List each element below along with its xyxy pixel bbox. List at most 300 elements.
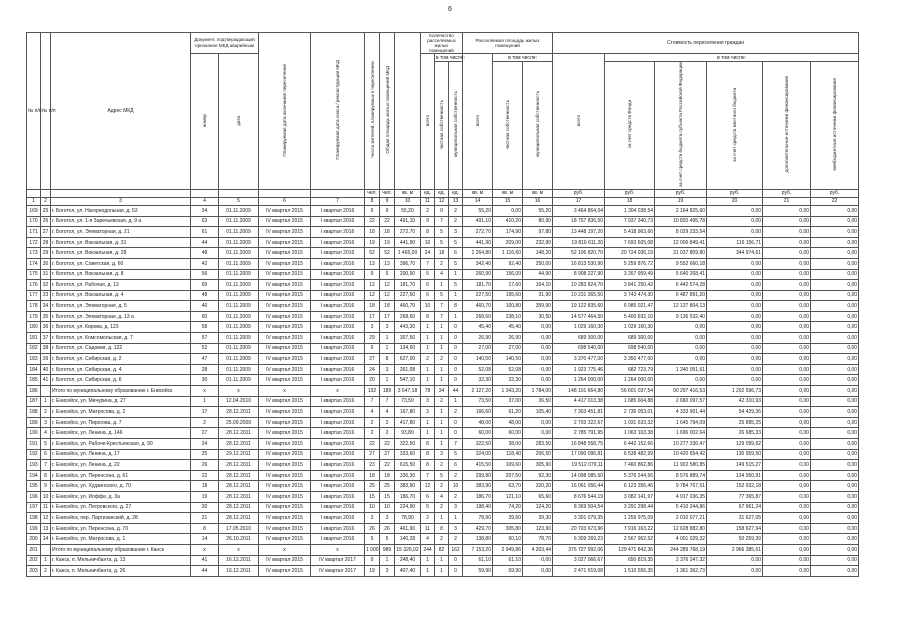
table-row	[27, 258, 859, 269]
table-row-cell: г. Боготол, ул. Садовая, д. 122	[51, 343, 191, 354]
table-row-cell: 1 645 794,09	[655, 417, 707, 428]
table-row-cell: 18	[365, 470, 380, 481]
table-row-cell: 0,00	[811, 237, 859, 248]
table-row-cell: 460,70	[463, 301, 493, 312]
table-row-cell: 1 510 556,35	[605, 566, 655, 577]
table-row-cell: I квартал 2016	[311, 534, 365, 545]
table-row-cell: 19	[191, 491, 219, 502]
table-row-cell: 8 369 504,54	[553, 502, 605, 513]
table-row-cell: г. Енисейск, пер. Партизанский, д. 28	[51, 513, 191, 524]
units-row-cell: чел.	[365, 189, 380, 197]
table-row-cell: 8	[421, 439, 435, 450]
table-row-cell: 158 627,94	[707, 523, 763, 534]
table-row-cell: 3	[365, 322, 380, 333]
table-row-cell: 170	[27, 216, 41, 227]
table-row-cell: 0	[449, 566, 463, 577]
table-row-cell: 56	[191, 269, 219, 280]
table-row-cell: 01.11.2009	[219, 343, 259, 354]
table-row	[27, 205, 859, 216]
header-cost: Стоимость переселения граждан	[553, 33, 859, 54]
table-row-cell: 129 099,62	[707, 439, 763, 450]
table-row-cell: 410,20	[493, 216, 523, 227]
table-row-cell: 1 465,00	[395, 248, 421, 259]
table-row-cell: 48,00	[463, 417, 493, 428]
table-row-cell: 200	[27, 534, 41, 545]
table-row-cell: 0,00	[811, 354, 859, 365]
table-row-cell: IV квартал 2015	[259, 534, 311, 545]
table-row-cell: 1	[380, 343, 395, 354]
table-row-cell: 5	[365, 534, 380, 545]
table-row-cell: I квартал 2016	[311, 237, 365, 248]
table-row-cell: 12	[365, 290, 380, 301]
table-row-cell: 0,00	[811, 216, 859, 227]
table-row-cell: 0	[449, 417, 463, 428]
table-row-cell: 01.11.2009	[219, 333, 259, 344]
column-number-row-cell: 4	[191, 197, 219, 205]
table-row-cell: 27	[365, 449, 380, 460]
table-row-cell: 2	[449, 491, 463, 502]
units-row-cell: ед.	[449, 189, 463, 197]
table-row-cell: 3	[421, 407, 435, 418]
table-row-cell: 0,00	[707, 301, 763, 312]
table-row-cell: 21	[191, 513, 219, 524]
table-row-cell: 25	[41, 205, 51, 216]
table-row-cell: 0,00	[763, 555, 811, 566]
table-row-cell: 2	[365, 428, 380, 439]
table-row-cell: 689 300,00	[553, 333, 605, 344]
table-row-cell: 22	[380, 216, 395, 227]
table-row-cell: 227,50	[395, 290, 421, 301]
table-row	[27, 248, 859, 259]
table-row-cell: 0,00	[763, 333, 811, 344]
table-row-cell: 12	[41, 513, 51, 524]
subtotal-row-cell: 129 471 842,36	[605, 544, 655, 555]
table-row-cell: 182	[27, 343, 41, 354]
header-sq-private: частная собственность	[493, 62, 523, 190]
table-row-cell: 2	[435, 481, 449, 492]
table-row-cell: I квартал 2016	[311, 428, 365, 439]
table-row-cell: 5 376 244,56	[605, 470, 655, 481]
header-qty-total: всего	[421, 54, 435, 190]
column-number-row-cell: 10	[395, 197, 421, 205]
table-row-cell: 3 841 250,42	[605, 280, 655, 291]
table-row-cell: 30	[41, 258, 51, 269]
header-sq-total: всего	[463, 54, 493, 190]
table-row-cell: 28.12.2011	[219, 460, 259, 471]
table-row-cell: 183	[27, 354, 41, 365]
table-row-cell: 0,00	[763, 523, 811, 534]
table-row-cell: 0,00	[523, 322, 553, 333]
table-row-cell: 1 923 775,46	[553, 364, 605, 375]
table-row-cell: 2 164 825,60	[655, 205, 707, 216]
table-row-cell: 0,00	[811, 364, 859, 375]
table-row-cell: 1	[421, 428, 435, 439]
table-row-cell: 13 448 197,20	[553, 227, 605, 238]
table-row-cell: 1 264 000,00	[553, 375, 605, 386]
table-row-cell: I квартал 2016	[311, 290, 365, 301]
table-row-cell: 2	[449, 470, 463, 481]
table-row-cell: 0,00	[707, 311, 763, 322]
table-row-cell: 34	[191, 205, 219, 216]
table-row-cell: г. Боготол, ул. Вокзальная, д. 4	[51, 290, 191, 301]
table-row-cell: 47	[191, 354, 219, 365]
table-row-cell: г. Боготол, ул. Сибирская, д. 4	[51, 364, 191, 375]
table-row-cell: 6	[41, 449, 51, 460]
units-row-cell: руб.	[553, 189, 605, 197]
table-row-cell: 7	[435, 216, 449, 227]
table-row-cell: г. Енисейск, ул. Перенсона, д. 70	[51, 523, 191, 534]
header-qty-muni: муниципальная собственность	[449, 62, 463, 190]
table-row-cell: 01.11.2009	[219, 237, 259, 248]
table-row-cell: 5 410 244,86	[655, 502, 707, 513]
table-row-cell: 01.11.2009	[219, 290, 259, 301]
table-row-cell: 12 628 882,80	[655, 523, 707, 534]
table-row-cell: I квартал 2016	[311, 502, 365, 513]
table-row-cell: 0,00	[523, 333, 553, 344]
table-row-cell: 130 959,50	[707, 449, 763, 460]
header-sq-including: в том числе:	[493, 54, 553, 62]
table-row-cell: 166,60	[463, 407, 493, 418]
table-row-cell: 10 283 824,70	[553, 280, 605, 291]
table-row-cell: г. Енисейск, ул. Матросова, д. 1	[51, 534, 191, 545]
column-number-row-cell: 9	[380, 197, 395, 205]
header-qty-including: в том числе:	[436, 54, 465, 61]
table-row-cell: 0,00	[707, 343, 763, 354]
table-row	[27, 269, 859, 280]
column-number-row-cell: 1	[27, 197, 41, 205]
table-row-cell: IV квартал 2015	[259, 375, 311, 386]
table-row-cell: 17	[380, 311, 395, 322]
subtotal-row-cell: 44	[449, 386, 463, 397]
table-row-cell: 7	[380, 396, 395, 407]
table-row-cell: 77 365,87	[707, 491, 763, 502]
table-row-cell: 19	[380, 237, 395, 248]
table-row-cell: 31	[41, 269, 51, 280]
table-row-cell: 27	[41, 227, 51, 238]
subtotal-row-cell: 1 202 596,73	[707, 386, 763, 397]
subtotal-row-cell: 0,00	[763, 544, 811, 555]
table-row-cell: 1	[435, 333, 449, 344]
table-row-cell: 3 291 298,44	[605, 502, 655, 513]
table-row-cell: 189	[27, 417, 41, 428]
units-row-cell: кв. м	[395, 189, 421, 197]
table-row-cell: I квартал 2016	[311, 439, 365, 450]
table-row-cell: 9	[365, 205, 380, 216]
table-row-cell: 0,00	[763, 566, 811, 577]
table-row-cell: 01.11.2009	[219, 301, 259, 312]
table-row-cell: 0,00	[763, 428, 811, 439]
table-row-cell: 547,10	[395, 375, 421, 386]
table-row-cell: 3	[449, 227, 463, 238]
header-qty-private: частная собственность	[435, 62, 449, 190]
table-row-cell: 4 417 013,38	[553, 396, 605, 407]
table-row-cell: 7	[365, 396, 380, 407]
table-row-cell: г. Боготол, ул. Сибирская, д. 2	[51, 354, 191, 365]
column-number-row-cell: 15	[493, 197, 523, 205]
table-row-cell: 29	[365, 333, 380, 344]
column-number-row-cell: 20	[707, 197, 763, 205]
table-row-cell: 8	[380, 354, 395, 365]
table-row-cell: 22	[380, 439, 395, 450]
table-row-cell: г. Боготол, ул. Элеваторная, д. 13 а	[51, 311, 191, 322]
table-row-cell: 55,20	[463, 205, 493, 216]
table-row	[27, 481, 859, 492]
table-row-cell: 0,00	[811, 481, 859, 492]
table-row-cell: 0,00	[763, 375, 811, 386]
table-row-cell: 134 950,91	[707, 470, 763, 481]
table-row-cell: 0,00	[523, 375, 553, 386]
table-body	[27, 189, 859, 576]
table-row-cell: 7	[435, 301, 449, 312]
table-row-cell: 10	[380, 502, 395, 513]
table-row-cell: IV квартал 2015	[259, 237, 311, 248]
table-row-cell: 5	[41, 439, 51, 450]
table-row-cell: 7	[435, 311, 449, 322]
table-row-cell: 0,00	[811, 407, 859, 418]
table-row-cell: 18 757 836,50	[553, 216, 605, 227]
table-row-cell: 149 515,27	[707, 460, 763, 471]
table-row-cell: 39	[41, 354, 51, 365]
table-row-cell: 17 090 096,81	[553, 449, 605, 460]
table-row-cell: 0,00	[811, 555, 859, 566]
table-row-cell: 61	[191, 227, 219, 238]
table-row-cell: 01.11.2009	[219, 375, 259, 386]
column-number-row-cell: 12	[435, 197, 449, 205]
table-row-cell: 0,00	[811, 460, 859, 471]
table-row-cell: 13	[380, 258, 395, 269]
table-row-cell: 202	[27, 555, 41, 566]
table-row-cell: 181	[27, 333, 41, 344]
table-row-cell: 17.05.2010	[219, 523, 259, 534]
table-row-cell: 27	[365, 354, 380, 365]
table-row-cell: I квартал 2016	[311, 322, 365, 333]
table-row-cell: 48	[191, 290, 219, 301]
table-row-cell: I квартал 2016	[311, 216, 365, 227]
table-row-cell: 0,00	[763, 280, 811, 291]
table-row-cell: 383,90	[463, 481, 493, 492]
table-row-cell: 8 576 889,74	[655, 470, 707, 481]
table-row-cell: 31 627,05	[707, 513, 763, 524]
table-row-cell: 97,80	[523, 227, 553, 238]
subtotal-row-cell: 4 203,44	[523, 544, 553, 555]
table-row-cell: 01.11.2009	[219, 364, 259, 375]
table-row-cell: 0,00	[763, 491, 811, 502]
table-row-cell: 417,80	[395, 417, 421, 428]
table-row	[27, 428, 859, 439]
table-row-cell: 12	[380, 280, 395, 291]
table-row-cell: 10	[365, 502, 380, 513]
table-row-cell: 1	[435, 343, 449, 354]
units-row-cell: ед.	[421, 189, 435, 197]
table-row-cell: 25.09.2009	[219, 417, 259, 428]
table-row-cell: 34	[41, 301, 51, 312]
table-row-cell: 0	[449, 322, 463, 333]
table-row-cell: 3 350 477,00	[605, 354, 655, 365]
table-row-cell: 44	[191, 566, 219, 577]
table-row-cell: 01.11.2009	[219, 354, 259, 365]
table-row-cell: 0,00	[763, 502, 811, 513]
table-row-cell: 18	[365, 227, 380, 238]
table-row-cell: 61,20	[493, 407, 523, 418]
table-row-cell: 0,00	[811, 258, 859, 269]
table-row-cell: 52 106 820,70	[553, 248, 605, 259]
table-row-cell: 195,60	[493, 290, 523, 301]
subtotal-row-cell: 0,00	[763, 386, 811, 397]
table-row-cell: 0,00	[655, 354, 707, 365]
subtotal-row-cell: 78	[421, 386, 435, 397]
table-row-cell: 40	[41, 364, 51, 375]
table-row-cell: 0,00	[523, 354, 553, 365]
table-row-cell: 2	[435, 534, 449, 545]
table-row-cell: 10	[421, 237, 435, 248]
table-row-cell: 140,50	[493, 354, 523, 365]
table-row-cell: 7 916 163,22	[605, 523, 655, 534]
subtotal-row-cell: 34	[435, 386, 449, 397]
table-row-cell: 4	[421, 534, 435, 545]
table-row-cell: 415,50	[463, 460, 493, 471]
table-row-cell: 0,00	[811, 449, 859, 460]
table-row-cell: 5 400 932,10	[605, 311, 655, 322]
table-row-cell: IV квартал 2017	[311, 566, 365, 577]
table-row-cell: 9	[421, 216, 435, 227]
table-row-cell: I квартал 2016	[311, 227, 365, 238]
header-doc-number: номер	[191, 54, 219, 190]
table-row-cell: 0,00	[811, 301, 859, 312]
table-row-cell: 8 029 233,54	[655, 227, 707, 238]
table-row-cell: I квартал 2016	[311, 269, 365, 280]
table-row-cell: 0,00	[707, 205, 763, 216]
table-row-cell: 16 848 558,75	[553, 439, 605, 450]
table-row-cell: 7 937 340,73	[605, 216, 655, 227]
subtotal-row-cell: Итого по муниципальному образованию г. Канск	[51, 544, 191, 555]
table-row	[27, 216, 859, 227]
table-row-cell: 123,90	[523, 523, 553, 534]
table-row-cell: 1	[380, 375, 395, 386]
header-cost-fund: за счет средств Фонда	[605, 62, 655, 190]
table-row-cell: 10	[421, 301, 435, 312]
table-row-cell: 28.12.2011	[219, 470, 259, 481]
table-row-cell: 24	[421, 248, 435, 259]
table-row-cell: 1	[435, 513, 449, 524]
table-row-cell: 58	[191, 322, 219, 333]
table-row-cell: 39,60	[493, 513, 523, 524]
table-row-cell: 41	[41, 375, 51, 386]
table-row-cell: 0,00	[523, 555, 553, 566]
table-row-cell: 174,90	[493, 227, 523, 238]
units-row-cell: руб.	[811, 189, 859, 197]
table-row-cell: 0,00	[763, 258, 811, 269]
table-row-cell: 1	[449, 513, 463, 524]
table-row-cell: 0	[449, 555, 463, 566]
table-row-cell: 2	[435, 502, 449, 513]
table-row-cell: IV квартал 2015	[259, 248, 311, 259]
table-row-cell: 55,20	[523, 205, 553, 216]
table-row-cell: 0,00	[811, 205, 859, 216]
table-row-cell: 3 464 864,04	[553, 205, 605, 216]
table-row-cell: 0,00	[811, 248, 859, 259]
table-row	[27, 470, 859, 481]
column-number-row-cell: 8	[365, 197, 380, 205]
table-row-cell: I квартал 2016	[311, 311, 365, 322]
table-row	[27, 375, 859, 386]
table-row-cell: 6	[449, 460, 463, 471]
table-row-cell: 0,00	[811, 428, 859, 439]
table-row-cell: 0,00	[763, 460, 811, 471]
table-row-cell: 0,00	[523, 364, 553, 375]
table-row-cell: г. Енисейск, ул. Матросова, д. 2	[51, 407, 191, 418]
table-row-cell: 4 001 029,32	[655, 534, 707, 545]
table-row-cell: I квартал 2016	[311, 396, 365, 407]
table-row-cell: 63	[191, 216, 219, 227]
table-row-cell: 179	[27, 311, 41, 322]
table-row-cell: 40	[191, 301, 219, 312]
table-row-cell: 3	[380, 566, 395, 577]
column-number-row-cell: 7	[311, 197, 365, 205]
table-row-cell: 0,00	[655, 333, 707, 344]
table-row-cell: 37	[41, 333, 51, 344]
table-row-cell: 167,80	[395, 407, 421, 418]
table-row-cell: 1 259 975,09	[605, 513, 655, 524]
table-row-cell: 198	[27, 513, 41, 524]
table-row-cell: 2	[449, 407, 463, 418]
units-row-cell: кв. м	[523, 189, 553, 197]
table-row-cell: 359,90	[523, 301, 553, 312]
table-row-cell: 41	[191, 555, 219, 566]
table-row-cell: 9	[365, 555, 380, 566]
table-row-cell: 283,50	[523, 439, 553, 450]
table-row-cell: 5	[421, 269, 435, 280]
table-row	[27, 566, 859, 577]
table-row-cell: I квартал 2016	[311, 280, 365, 291]
units-row-cell: руб.	[763, 189, 811, 197]
table-row-cell: 18	[380, 470, 395, 481]
table-row-cell: 0,00	[763, 301, 811, 312]
subtotal-row-cell: 1 784,00	[523, 386, 553, 397]
table-row-cell: 10 231 365,50	[553, 290, 605, 301]
table-row-cell: 4	[365, 407, 380, 418]
subtotal-row-cell: 162	[449, 544, 463, 555]
table-row-cell: 3 301 079,35	[553, 513, 605, 524]
table-row-cell: 0,00	[523, 343, 553, 354]
table-row-cell: 28.12.2011	[219, 407, 259, 418]
table-row-cell: 429,70	[463, 523, 493, 534]
table-row-cell: 299,80	[463, 470, 493, 481]
table-row-cell: 1 264,80	[463, 248, 493, 259]
table-row-cell: 615,50	[395, 460, 421, 471]
table-row-cell: 2 680 097,57	[655, 396, 707, 407]
table-row-cell: г. Енисейск, ул. Ленина, д. 22	[51, 460, 191, 471]
table-row-cell: 322,50	[395, 439, 421, 450]
table-row	[27, 534, 859, 545]
table-row-cell: 15	[380, 491, 395, 502]
table-row-cell: IV квартал 2015	[259, 205, 311, 216]
table-row-cell: 0,00	[523, 566, 553, 577]
table-row-cell: 461,90	[395, 523, 421, 534]
subtotal-row-cell: 0,00	[811, 386, 859, 397]
units-row-cell	[27, 189, 41, 197]
table-row-cell: 1	[435, 322, 449, 333]
table-row-cell: 36,50	[523, 396, 553, 407]
table-row-cell: 627,00	[395, 354, 421, 365]
table-row-cell: 140,28	[395, 534, 421, 545]
table-row-cell: 36	[41, 322, 51, 333]
units-row-cell	[259, 189, 311, 197]
table-row-cell: 2	[41, 407, 51, 418]
table-row-cell: 13	[41, 523, 51, 534]
page-number: 6	[448, 6, 452, 13]
table-row-cell: 152 932,18	[707, 481, 763, 492]
table-row	[27, 555, 859, 566]
